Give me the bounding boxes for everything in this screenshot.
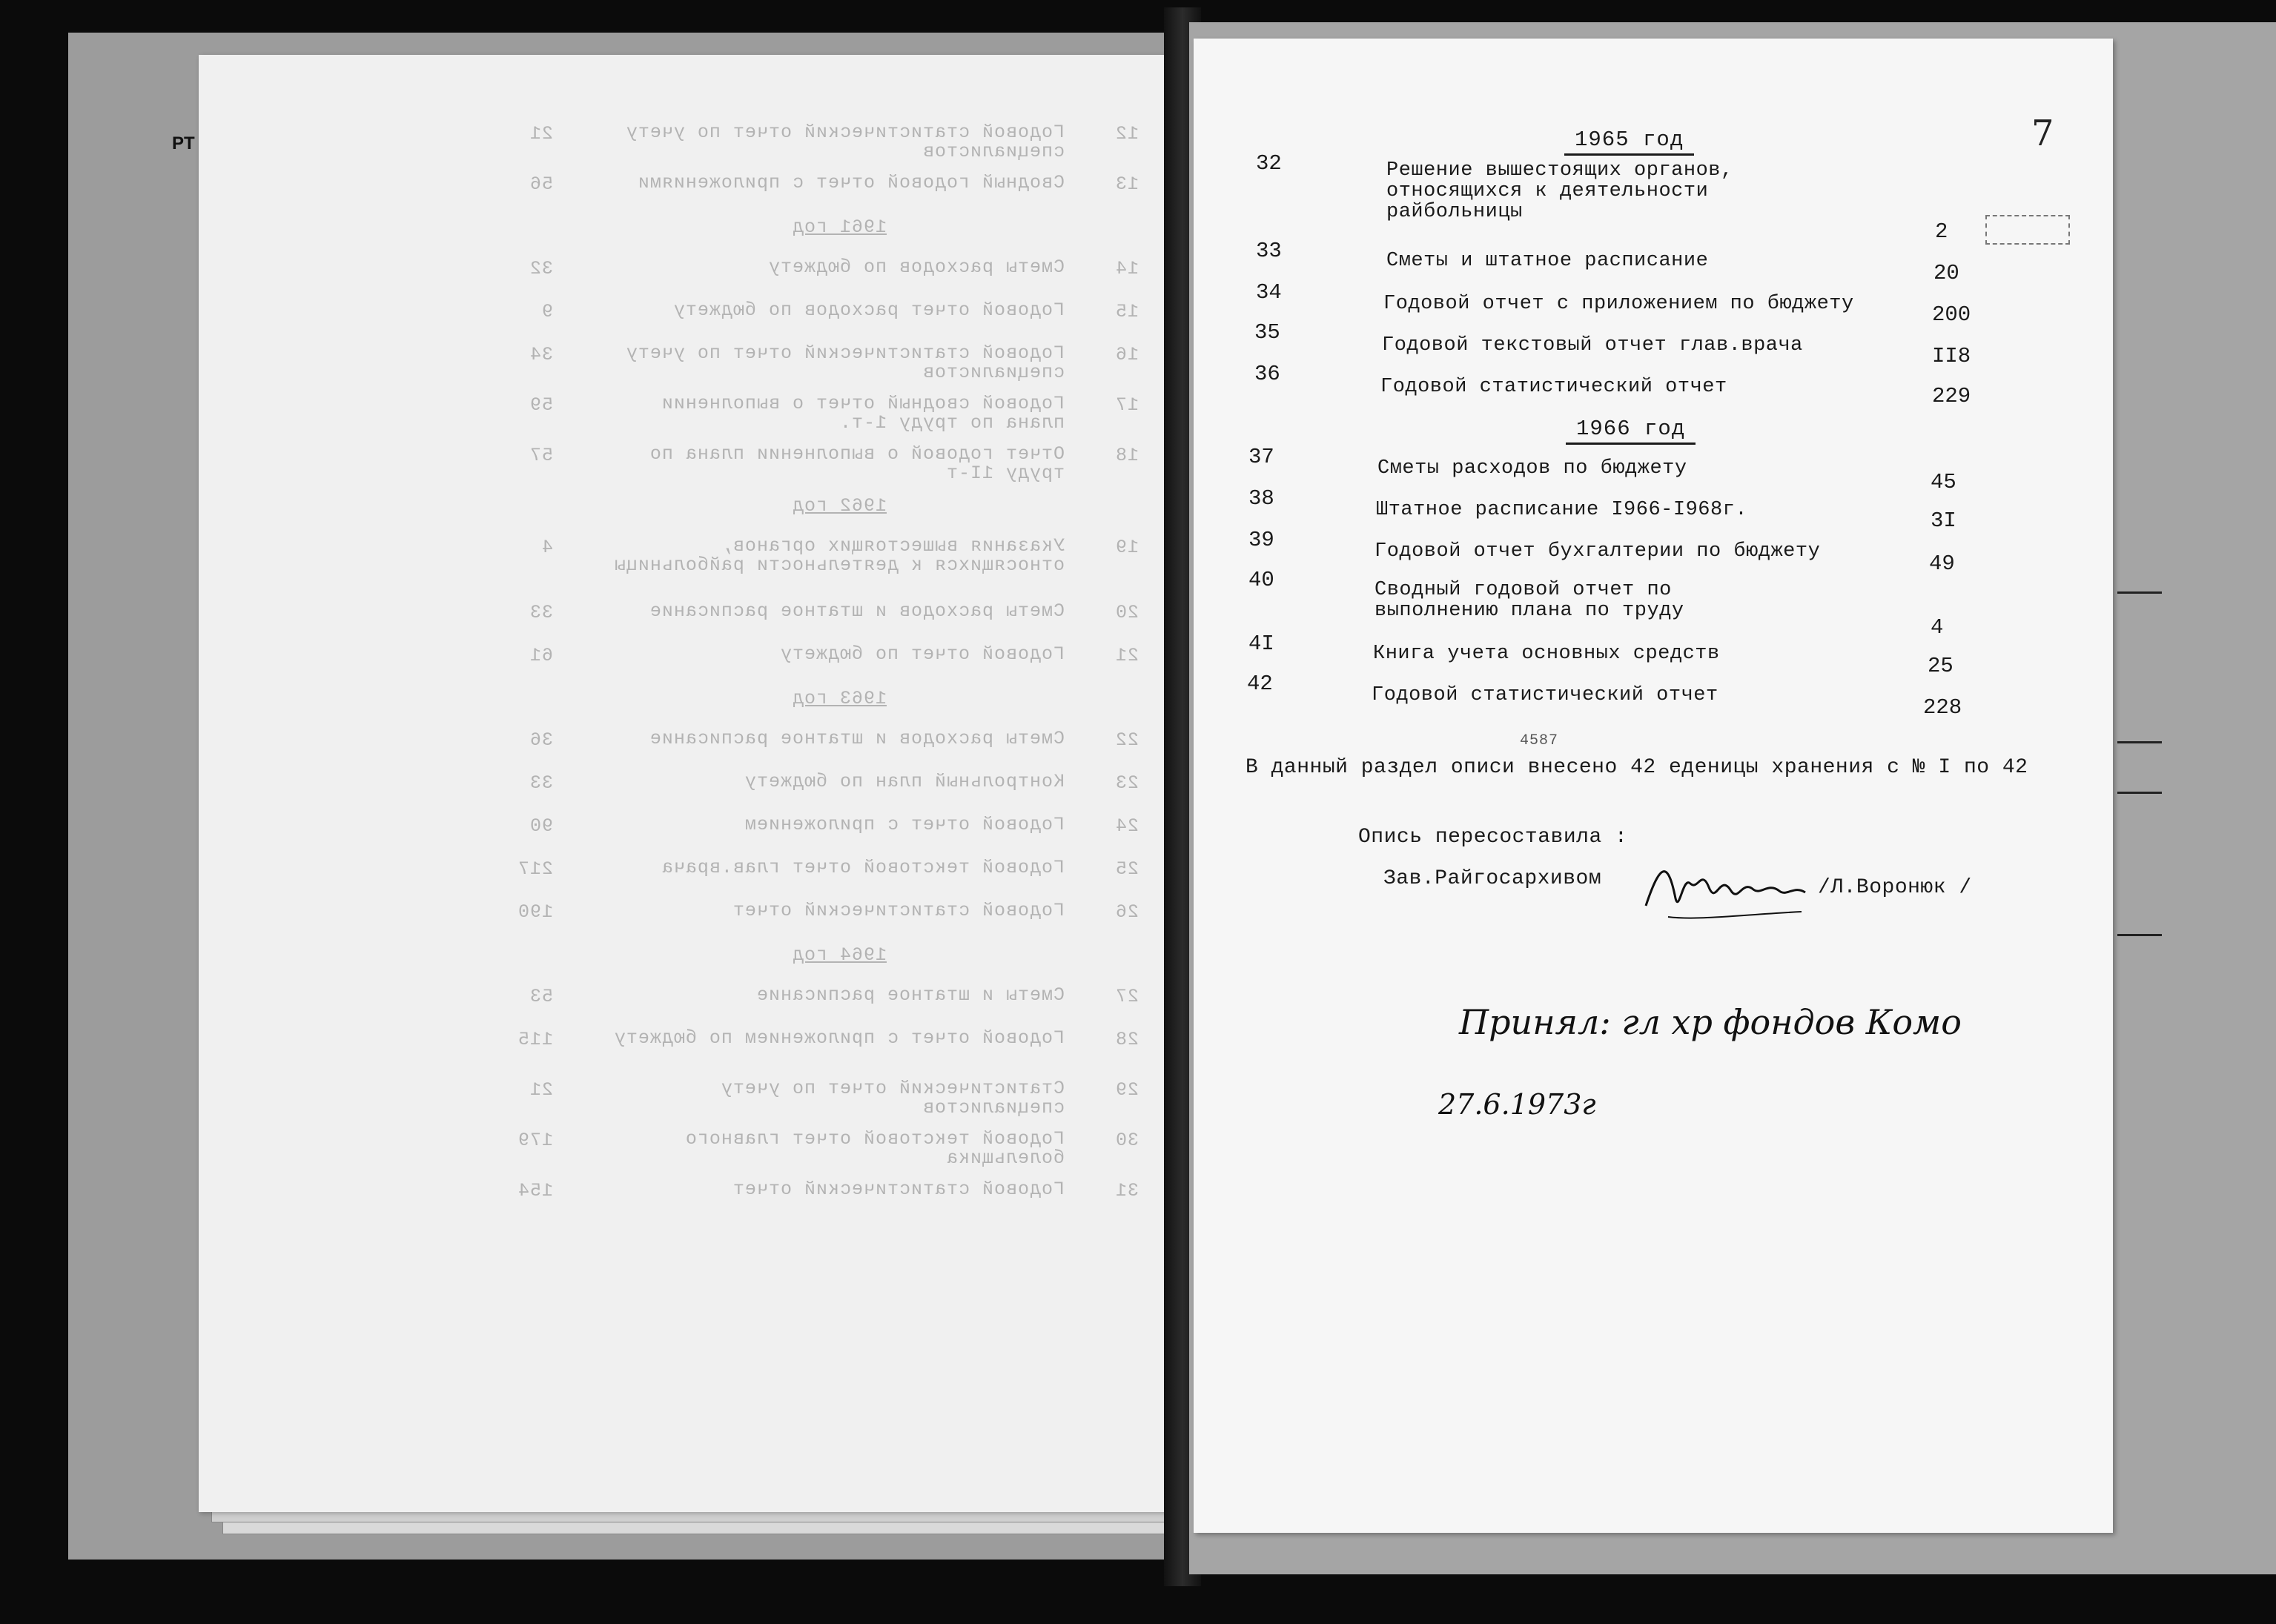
entry-storage-count: 4 (1931, 615, 1944, 640)
entry-title (1372, 685, 1905, 706)
ghost-entry-count: 154 (517, 1180, 553, 1202)
signature-image (1638, 846, 1816, 928)
ghost-entry-number: 24 (1114, 815, 1139, 837)
entry-title-line: Сводный годовой отчет по (1374, 579, 1672, 601)
ghost-entry-title: Годовой сводный отчет о выполнении плана по труду 1-т. (661, 393, 1065, 434)
right-page (1194, 39, 2113, 1533)
entry-title (1374, 541, 1908, 562)
ghost-entry-count: 179 (517, 1130, 553, 1151)
entry-number: 4I (1248, 632, 1274, 656)
edge-tick (2117, 934, 2162, 936)
year-heading-1966: 1966 год (1566, 417, 1696, 445)
entry-title-line: Годовой отчет с приложением по бюджету (1383, 293, 1854, 315)
entry-storage-count: 49 (1929, 551, 1955, 576)
ghost-entry-number: 25 (1114, 858, 1139, 880)
ghost-entry-number: 17 (1114, 394, 1139, 416)
entry-title-line: Штатное расписание I966-I968г. (1376, 499, 1748, 521)
ghost-entry-title: Сметы расходов по бюджету (767, 256, 1065, 278)
entry-storage-count: 2 (1935, 219, 1948, 244)
entry-title-line: Годовой текстовый отчет глав.врача (1382, 334, 1803, 357)
name-label: /Л.Воронюк / (1818, 876, 1972, 899)
right-page-content (1194, 39, 2113, 1533)
ghost-entry-count: 217 (517, 858, 553, 880)
ghost-entry-number: 19 (1114, 537, 1139, 558)
compiled-by-label: Опись пересоставила : (1358, 826, 1628, 849)
edge-tick (2117, 591, 2162, 594)
entry-number: 36 (1254, 362, 1280, 386)
ghost-entry-count: 90 (529, 815, 553, 837)
entry-storage-count: 200 (1932, 302, 1971, 327)
show-through-text (199, 55, 1183, 1512)
ghost-entry-title: Годовой статистический отчет по учету специалистов (625, 122, 1065, 162)
sheet-number: 7 (2031, 113, 2054, 154)
ghost-entry-title: Годовой текстовой отчет глав.врача (661, 857, 1065, 878)
entry-storage-count: II8 (1932, 344, 1971, 368)
entry-title (1376, 500, 1910, 520)
ghost-entry-title: Сводный годовой отчет с приложениями (637, 172, 1065, 193)
entry-number: 42 (1247, 672, 1273, 696)
entry-title (1373, 643, 1907, 664)
entry-number: 32 (1256, 151, 1282, 176)
ghost-entry-title: Контрольный план по бюджету (744, 771, 1065, 792)
ghost-entry-number: 22 (1114, 729, 1139, 751)
ghost-entry-number: 13 (1114, 173, 1139, 195)
left-page (199, 55, 1183, 1512)
ghost-entry-count: 33 (529, 602, 553, 623)
ghost-entry-count: 57 (529, 445, 553, 466)
ghost-entry-title: Годовой текстовой отчет главного болельщика (684, 1128, 1065, 1169)
entry-title (1382, 335, 1916, 356)
entry-number: 40 (1248, 568, 1274, 592)
entry-title-line: райбольницы (1386, 201, 1523, 223)
ghost-entry-count: 59 (529, 394, 553, 416)
ghost-year-text: 1961 год (791, 216, 887, 238)
ghost-entry-count: 9 (540, 301, 553, 322)
entry-title-line: Решение вышестоящих органов, (1386, 159, 1733, 182)
corner-stamp (1985, 215, 2070, 245)
ghost-entry-title: Отчет годовой о выполнении плана по труду 1I-т (649, 443, 1065, 484)
ghost-entry-title: Сметы и штатное расписание (755, 984, 1065, 1006)
ghost-year-text: 1962 год (791, 495, 887, 517)
ghost-entry-number: 29 (1114, 1079, 1139, 1101)
stamp-number: 4587 (1520, 732, 1559, 749)
entry-title-line: Годовой статистический отчет (1372, 684, 1718, 706)
ghost-entry-number: 18 (1114, 445, 1139, 466)
ghost-entry-title: Сметы расходов и штатное расписание (649, 600, 1065, 622)
entry-number: 35 (1254, 320, 1280, 345)
year-heading-1965: 1965 год (1564, 127, 1694, 156)
entry-number: 37 (1248, 445, 1274, 469)
entry-title-line: Книга учета основных средств (1373, 643, 1720, 665)
entry-title-line: относящихся к деятельности (1386, 180, 1709, 202)
ghost-entry-title: Годовой отчет по бюджету (779, 643, 1065, 665)
ghost-entry-number: 26 (1114, 901, 1139, 923)
ghost-entry-number: 27 (1114, 986, 1139, 1007)
entry-title (1386, 251, 1920, 271)
ghost-entry-count: 34 (529, 344, 553, 365)
accepted-note: Принял: гл хр фондов Комо (1459, 1002, 1962, 1042)
entry-title-line: Сметы и штатное расписание (1386, 250, 1709, 272)
ghost-entry-title: Годовой статистический отчет (732, 900, 1065, 921)
ghost-entry-number: 16 (1114, 344, 1139, 365)
entry-title-line: выполнению плана по труду (1374, 600, 1684, 622)
ghost-entry-title: Статистический отчет по учету специалистов (720, 1078, 1065, 1118)
ghost-entry-number: 30 (1114, 1130, 1139, 1151)
ghost-entry-title: Годовой отчет с приложением (744, 814, 1065, 835)
entry-storage-count: 228 (1923, 695, 1962, 720)
ghost-entry-count: 36 (529, 729, 553, 751)
edge-tick (2117, 741, 2162, 743)
entry-number: 33 (1256, 239, 1282, 263)
ghost-entry-title: Годовой статистический отчет (732, 1179, 1065, 1200)
entry-title (1374, 580, 1908, 621)
ghost-entry-title: Сметы расходов и штатное расписание (649, 728, 1065, 749)
entry-storage-count: 3I (1931, 508, 1956, 533)
entry-number: 39 (1248, 528, 1274, 552)
summary-line: В данный раздел описи внесено 42 еденицы хранения с № I по 42 (1245, 756, 2028, 779)
ghost-entry-number: 21 (1114, 645, 1139, 666)
entry-title (1377, 458, 1911, 479)
ghost-entry-count: 32 (529, 258, 553, 279)
ghost-entry-number: 14 (1114, 258, 1139, 279)
left-mark: PT (172, 133, 195, 153)
entry-storage-count: 229 (1932, 384, 1971, 408)
entry-number: 38 (1248, 486, 1274, 511)
ghost-year-text: 1964 год (791, 944, 887, 966)
entry-title-line: Сметы расходов по бюджету (1377, 457, 1687, 480)
ghost-entry-number: 23 (1114, 772, 1139, 794)
entry-title (1383, 294, 1917, 314)
ghost-entry-count: 53 (529, 986, 553, 1007)
ghost-entry-title: Годовой статистический отчет по учету специалистов (625, 342, 1065, 383)
accepted-date: 27.6.1973г (1438, 1088, 1596, 1121)
entry-title (1386, 160, 1920, 222)
entry-number: 34 (1256, 280, 1282, 305)
ghost-entry-title: Годовой отчет с приложением по бюджету (613, 1027, 1065, 1049)
entry-title (1380, 377, 1914, 397)
entry-title-line: Годовой статистический отчет (1380, 376, 1727, 398)
ghost-entry-count: 21 (529, 1079, 553, 1101)
ghost-entry-count: 21 (529, 123, 553, 145)
ghost-entry-count: 4 (540, 537, 553, 558)
ghost-year-text: 1963 год (791, 688, 887, 709)
entry-title-line: Годовой отчет бухгалтерии по бюджету (1374, 540, 1821, 563)
ghost-entry-count: 61 (529, 645, 553, 666)
ghost-entry-number: 31 (1114, 1180, 1139, 1202)
ghost-entry-count: 56 (529, 173, 553, 195)
ghost-entry-count: 190 (517, 901, 553, 923)
edge-tick (2117, 792, 2162, 794)
ghost-entry-title: Годовой отчет расходов по бюджету (672, 299, 1065, 321)
ghost-entry-number: 28 (1114, 1029, 1139, 1050)
ghost-entry-number: 12 (1114, 123, 1139, 145)
entry-storage-count: 20 (1933, 261, 1959, 285)
ghost-entry-count: 33 (529, 772, 553, 794)
position-label: Зав.Райгосархивом (1383, 867, 1602, 890)
entry-storage-count: 45 (1931, 470, 1956, 494)
ghost-entry-number: 20 (1114, 602, 1139, 623)
ghost-entry-number: 15 (1114, 301, 1139, 322)
ghost-entry-title: Указания вышестоящих органов, относящихся к деятельности райбольницы (613, 535, 1065, 576)
entry-storage-count: 25 (1928, 654, 1954, 678)
ghost-entry-count: 115 (517, 1029, 553, 1050)
